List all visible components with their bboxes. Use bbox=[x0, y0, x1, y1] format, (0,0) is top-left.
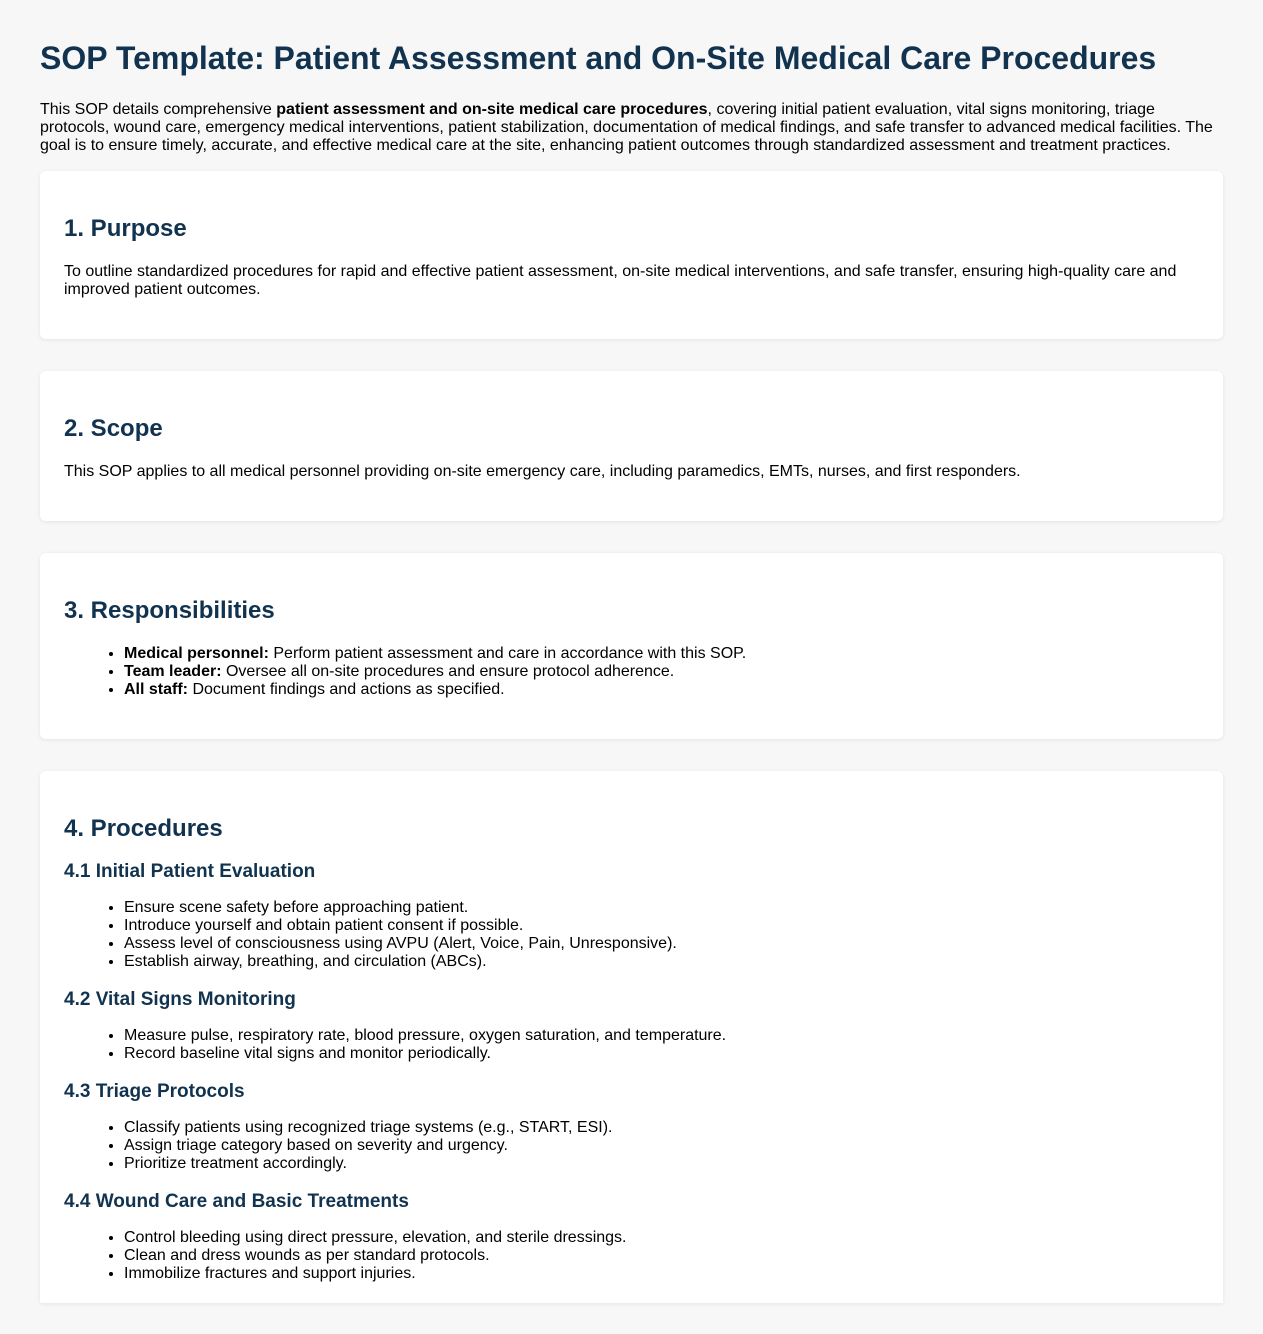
procedure-list bbox=[64, 899, 1199, 971]
role-description: Perform patient assessment and care in accordance with this SOP. bbox=[268, 645, 747, 662]
subsection-heading: 4.1 Initial Patient Evaluation bbox=[64, 861, 316, 882]
purpose-text: To outline standardized procedures for rapid and effective patient assessment, on-site medical interventions, and safe transfer, ensuring high-quality care and improved patient outcomes. bbox=[64, 263, 1177, 298]
list-item: • Classify patients using recognized triage systems (e.g., START, ESI). bbox=[124, 1119, 1199, 1137]
subsection-heading: 4.4 Wound Care and Basic Treatments bbox=[64, 1191, 409, 1212]
procedure-list bbox=[64, 1027, 1199, 1063]
list-item: • Prioritize treatment accordingly. bbox=[124, 1155, 1199, 1173]
responsibilities-list bbox=[64, 645, 1199, 699]
responsibilities-heading: 3. Responsibilities bbox=[64, 597, 275, 624]
role-label: Medical personnel: bbox=[124, 645, 269, 662]
list-item bbox=[124, 663, 1199, 681]
intro-paragraph bbox=[40, 101, 1223, 155]
scope-section bbox=[40, 371, 1223, 521]
document bbox=[40, 0, 1223, 1303]
role-label: All staff: bbox=[124, 681, 188, 698]
procedures-heading: 4. Procedures bbox=[64, 815, 223, 842]
list-item: • Introduce yourself and obtain patient consent if possible. bbox=[124, 917, 1199, 935]
subsection-heading: 4.3 Triage Protocols bbox=[64, 1081, 245, 1102]
list-item: • Clean and dress wounds as per standard protocols. bbox=[124, 1247, 1199, 1265]
list-item: • Control bleeding using direct pressure, elevation, and sterile dressings. bbox=[124, 1229, 1199, 1247]
page-title: SOP Template: Patient Assessment and On-Site Medical Care Procedures bbox=[40, 40, 1157, 76]
list-item bbox=[124, 681, 1199, 699]
responsibilities-section bbox=[40, 553, 1223, 739]
role-description: Oversee all on-site procedures and ensure protocol adherence. bbox=[221, 663, 675, 680]
purpose-section bbox=[40, 171, 1223, 339]
list-item: • Assign triage category based on severity and urgency. bbox=[124, 1137, 1199, 1155]
procedure-list bbox=[64, 1119, 1199, 1173]
intro-text-end: , covering initial patient evaluation, vital signs monitoring, triage protocols, wound care, emergency medical interventions, patient stabilization, documentation of medical findings, and safe transfer to advanced medical facilities. The goal is to ensure timely, accurate, and effective medical care at the site, enhancing patient outcomes through standardized assessment and treatment practices. bbox=[40, 101, 1213, 154]
list-item: • Record baseline vital signs and monitor periodically. bbox=[124, 1045, 1199, 1063]
role-description: Document findings and actions as specified. bbox=[188, 681, 505, 698]
role-label: Team leader: bbox=[124, 663, 222, 680]
list-item: • Assess level of consciousness using AVPU (Alert, Voice, Pain, Unresponsive). bbox=[124, 935, 1199, 953]
list-item: • Establish airway, breathing, and circulation (ABCs). bbox=[124, 953, 1199, 971]
procedures-section bbox=[40, 771, 1223, 1303]
scope-heading: 2. Scope bbox=[64, 415, 163, 442]
intro-text-start: This SOP details comprehensive bbox=[40, 101, 277, 118]
purpose-heading: 1. Purpose bbox=[64, 215, 187, 242]
scope-text: This SOP applies to all medical personnel providing on-site emergency care, including paramedics, EMTs, nurses, and first responders. bbox=[64, 463, 1021, 480]
subsection-heading: 4.2 Vital Signs Monitoring bbox=[64, 989, 296, 1010]
list-item: • Measure pulse, respiratory rate, blood pressure, oxygen saturation, and temperature. bbox=[124, 1027, 1199, 1045]
procedure-list bbox=[64, 1229, 1199, 1283]
list-item: • Ensure scene safety before approaching patient. bbox=[124, 899, 1199, 917]
intro-bold-text: patient assessment and on-site medical care procedures bbox=[276, 101, 708, 118]
list-item bbox=[124, 645, 1199, 663]
list-item: • Immobilize fractures and support injuries. bbox=[124, 1265, 1199, 1283]
